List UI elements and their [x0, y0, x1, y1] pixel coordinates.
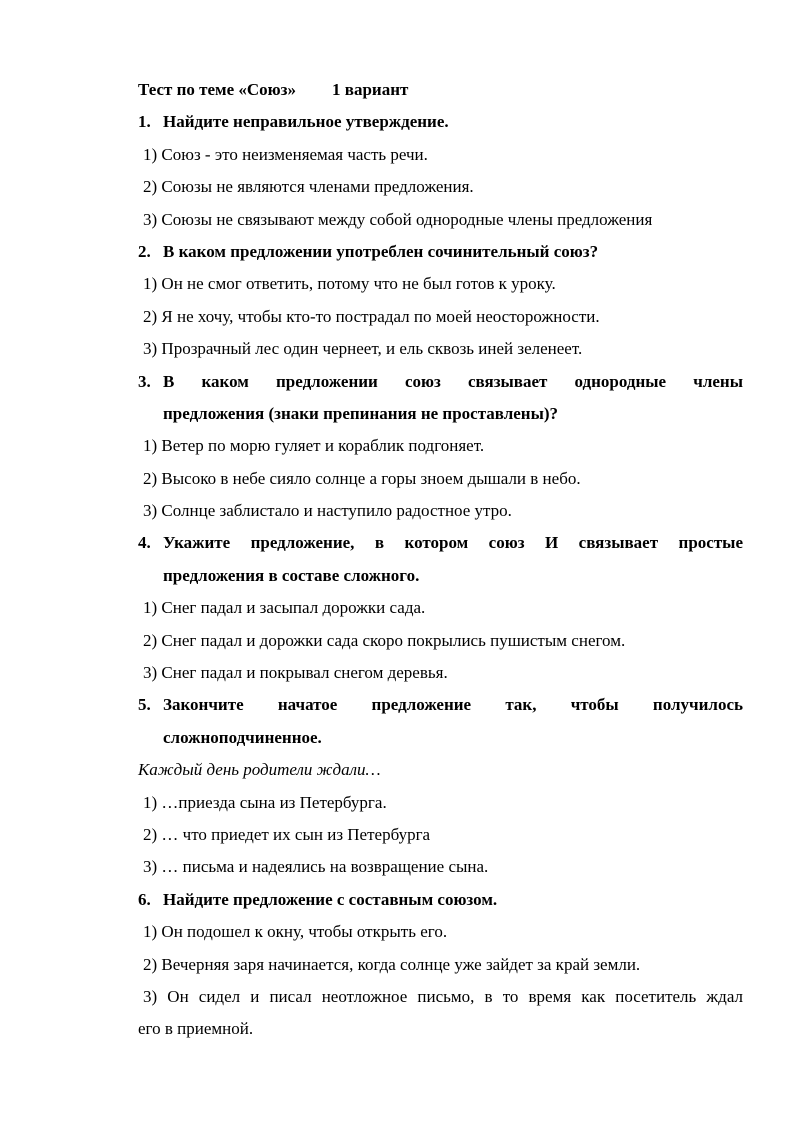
question-5	[138, 689, 743, 754]
answer-option: 1) …приезда сына из Петербурга.	[143, 792, 387, 812]
answer-option: 3) Прозрачный лес один чернеет, и ель сквозь иней зеленеет.	[143, 339, 583, 359]
answer-option	[138, 981, 743, 1046]
question-text: В каком предложении употреблен сочинительный союз?	[163, 241, 599, 261]
question-text-line: В каком предложении союз связывает однородные члены	[163, 371, 743, 391]
answer-option: 3) Союзы не связывают между собой однородные члены предложения	[143, 209, 653, 229]
test-title	[138, 74, 743, 106]
question-text-line: предложения (знаки препинания не проставлены)?	[163, 403, 559, 423]
question-text: Найдите неправильное утверждение.	[163, 112, 449, 132]
answer-option: 1) Снег падал и засыпал дорожки сада.	[143, 598, 426, 618]
question-number: 4.	[138, 533, 151, 553]
answer-text-line: 3) Он сидел и писал неотложное письмо, в то время как посетитель ждал	[143, 986, 743, 1006]
question-number: 1.	[138, 112, 151, 132]
answer-option: 2) Вечерняя заря начинается, когда солнце уже зайдет за край земли.	[143, 954, 641, 974]
question-text	[163, 527, 743, 592]
question-text	[163, 366, 743, 431]
answer-option: 2) Высоко в небе сияло солнце а горы зноем дышали в небо.	[143, 468, 581, 488]
question-4	[138, 527, 743, 592]
answer-option: 2) Союзы не являются членами предложения.	[143, 177, 474, 197]
answer-option: 1) Ветер по морю гуляет и кораблик подгоняет.	[143, 436, 485, 456]
answer-option: 2) Снег падал и дорожки сада скоро покрылись пушистым снегом.	[143, 630, 626, 650]
question-number: 2.	[138, 241, 151, 261]
answer-option: 1) Он не смог ответить, потому что не был готов к уроку.	[143, 274, 556, 294]
answer-option: 2) … что приедет их сын из Петербурга	[143, 824, 431, 844]
answer-option: 1) Он подошел к окну, чтобы открыть его.	[143, 922, 448, 942]
question-1	[138, 106, 743, 138]
answer-text-line: его в приемной.	[138, 1019, 254, 1039]
question-text-line: Укажите предложение, в котором союз И связывает простые	[163, 533, 743, 553]
answer-option: 2) Я не хочу, чтобы кто-то пострадал по моей неосторожности.	[143, 306, 600, 326]
question-number: 6.	[138, 889, 151, 909]
question-6	[138, 884, 743, 916]
title-text: Тест по теме «Союз»	[138, 80, 297, 99]
answer-option: 3) Солнце заблистало и наступило радостное утро.	[143, 501, 512, 521]
answer-option: 3) Снег падал и покрывал снегом деревья.	[143, 663, 448, 683]
question-2	[138, 236, 743, 268]
question-text-line: Закончите начатое предложение так, чтобы получилось	[163, 695, 743, 715]
question-text-line: сложноподчиненное.	[163, 727, 322, 747]
answer-option: 1) Союз - это неизменяемая часть речи.	[143, 144, 428, 164]
sentence-prompt: Каждый день родители ждали…	[138, 760, 381, 780]
variant-label: 1 вариант	[332, 80, 409, 99]
question-text-line: предложения в составе сложного.	[163, 565, 420, 585]
test-page	[138, 74, 743, 1046]
question-text	[163, 689, 743, 754]
answer-option: 3) … письма и надеялись на возвращение сына.	[143, 857, 489, 877]
question-number: 3.	[138, 371, 151, 391]
question-text: Найдите предложение с составным союзом.	[163, 889, 498, 909]
question-3	[138, 366, 743, 431]
question-number: 5.	[138, 695, 151, 715]
